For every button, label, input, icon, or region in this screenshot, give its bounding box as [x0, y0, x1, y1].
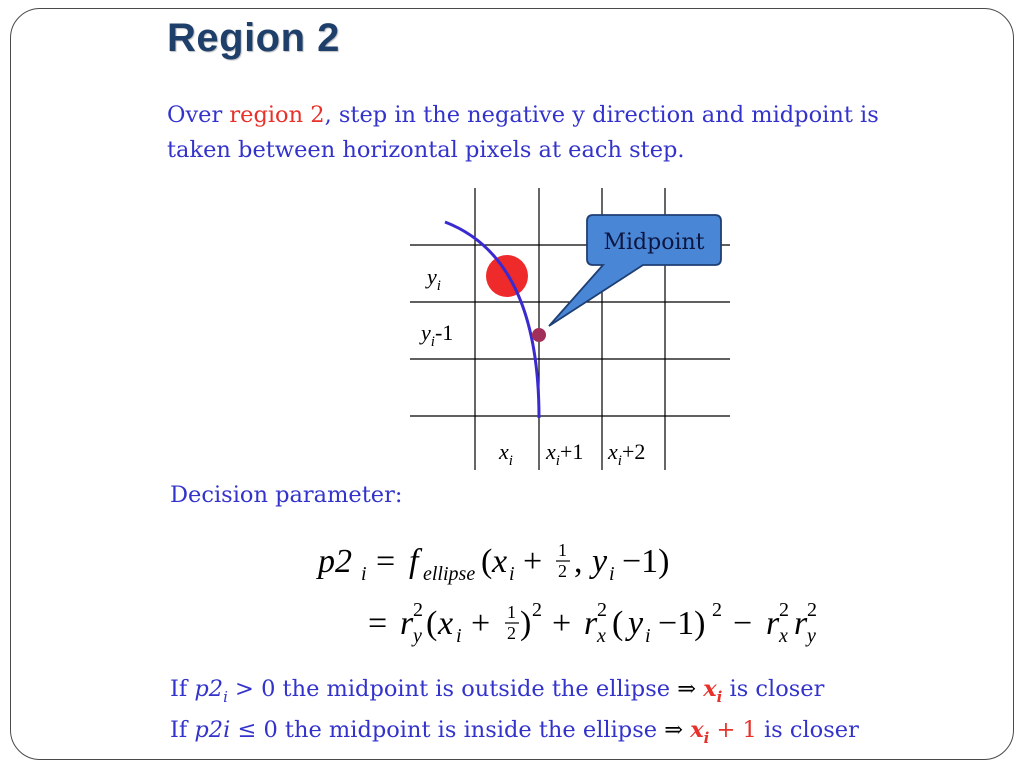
eq1-y: y [592, 543, 608, 580]
col-label-xi-plus-1: $x_i+1$ [546, 439, 584, 469]
ellipse-curve [445, 222, 539, 418]
cond1-var: p2 [194, 676, 224, 702]
eq2-minus: − [733, 605, 753, 642]
slide-title [167, 16, 340, 61]
cond2-result-extra: + 1 [709, 717, 757, 743]
col-label-xi-plus-2: $x_i+2$ [608, 439, 646, 469]
eq1-x: x [492, 543, 508, 580]
eq2-r1: r [400, 605, 414, 642]
pixel-grid-diagram [405, 188, 735, 478]
eq2-r4: r [794, 605, 808, 642]
eq2-x: x [438, 605, 454, 642]
eq2-y: y [628, 605, 644, 642]
eq2-half-num: 1 [507, 602, 516, 622]
eq2-r3: r [766, 605, 780, 642]
eq1-y-sub: i [609, 563, 615, 585]
eq2-minus-one: −1) [658, 605, 706, 642]
eq1-half-num: 1 [558, 540, 567, 560]
cond2-result: $x_i$ [690, 717, 710, 747]
eq2-r2: r [584, 605, 598, 642]
eq1-f-sub: ellipse [423, 563, 476, 585]
eq2-r2-sub: x [597, 625, 606, 647]
eq2-r4-sup: 2 [807, 599, 817, 621]
cond2-var: p2i [194, 717, 231, 743]
cond2-prefix: If [170, 717, 195, 743]
decision-label-text: Decision parameter: [170, 482, 403, 508]
condition-line-1 [170, 676, 824, 707]
callout-label: Midpoint [603, 230, 705, 255]
midpoint-dot [532, 328, 546, 342]
implies-icon: ⇒ [677, 676, 697, 702]
midpoint-callout [549, 215, 721, 326]
eq1-f: f [409, 543, 419, 580]
eq2-sup2: 2 [712, 599, 722, 621]
cond1-sub: i [223, 687, 228, 706]
eq2-plus2: + [552, 605, 572, 642]
intro-text-before: Over [167, 102, 230, 128]
row-labels [419, 264, 453, 350]
eq2-r3-sub: x [779, 625, 788, 647]
cond2-suffix: is closer [756, 717, 859, 743]
eq2-x-sub: i [456, 625, 462, 647]
column-labels [498, 439, 645, 469]
eq2-sup1: 2 [532, 599, 542, 621]
cond1-suffix: is closer [722, 676, 825, 702]
eq2-plus: + [471, 605, 491, 642]
eq2-half-den: 2 [507, 623, 516, 643]
intro-highlight: region 2 [229, 102, 325, 128]
eq2-paren1-close: ) [520, 605, 532, 642]
cond2-comparison: ≤ 0 the midpoint is inside the ellipse [230, 717, 665, 743]
eq2-paren2-open: ( [612, 605, 624, 642]
eq1-comma: , [574, 543, 583, 580]
eq1-lhs: p2 [318, 543, 352, 580]
eq2-y-sub: i [645, 625, 651, 647]
implies-icon: ⇒ [664, 717, 684, 743]
eq1-equals: = [376, 543, 396, 580]
eq1-lhs-sub: i [361, 563, 367, 585]
cond1-prefix: If [170, 676, 195, 702]
eq1-x-sub: i [509, 563, 515, 585]
eq1-paren-open: ( [481, 543, 493, 580]
decision-parameter-label [170, 482, 402, 508]
intro-line2: taken between horizontal pixels at each step. [167, 137, 685, 163]
eq2-r1-sub: y [413, 625, 422, 647]
condition-line-2 [170, 717, 859, 748]
title-text: Region 2 [167, 16, 340, 60]
cond1-comparison: > 0 the midpoint is outside the ellipse [227, 676, 678, 702]
cond1-result: $x_i$ [703, 676, 723, 706]
eq2-r3-sup: 2 [779, 599, 789, 621]
eq1-minus-one: −1) [622, 543, 670, 580]
row-label-yi-minus-1: $y_i-1$ [421, 320, 454, 350]
intro-paragraph [167, 98, 997, 168]
col-label-xi: $x_i$ [499, 439, 513, 469]
eq2-equals: = [368, 605, 388, 642]
eq1-half-den: 2 [558, 561, 567, 581]
eq2-paren1-open: ( [426, 605, 438, 642]
eq2-r2-sup: 2 [597, 599, 607, 621]
row-label-yi: $y_i$ [427, 264, 441, 294]
intro-line1-rest: , step in the negative y direction and midpoint is [324, 102, 879, 128]
eq1-plus: + [523, 543, 543, 580]
eq2-r4-sub: y [807, 625, 816, 647]
eq2-r1-sup: 2 [413, 599, 423, 621]
